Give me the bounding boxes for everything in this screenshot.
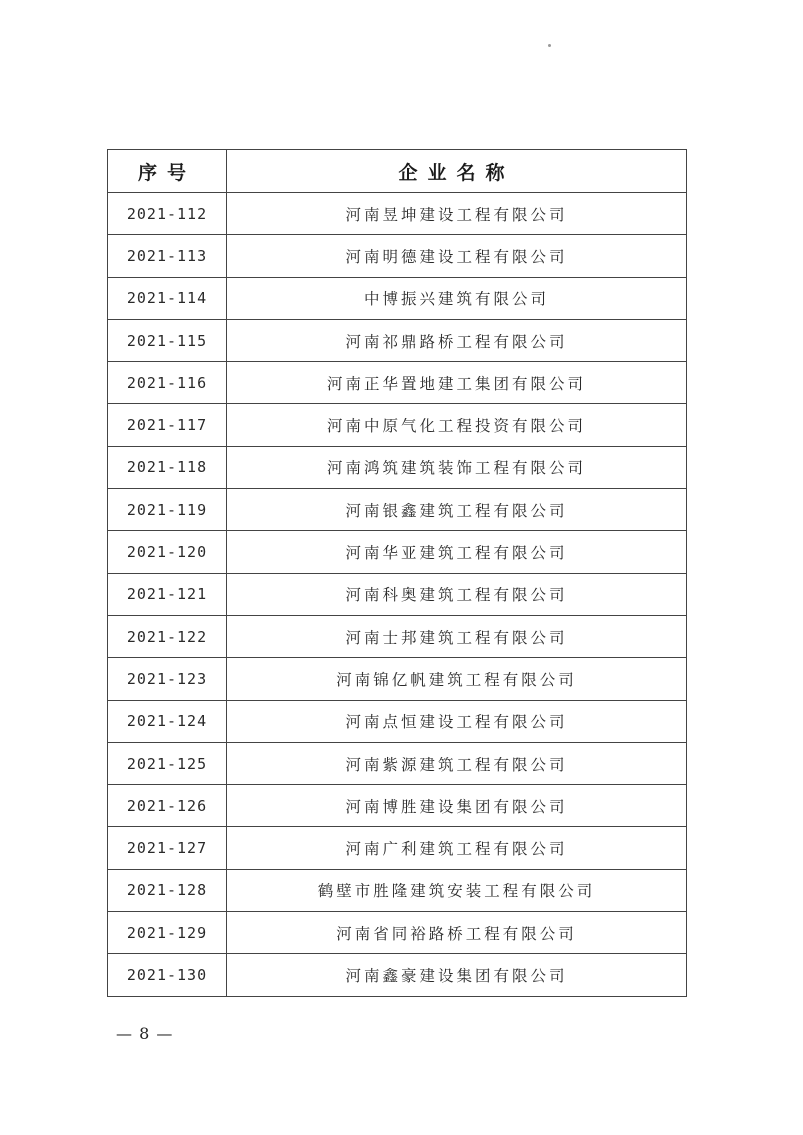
- table-row: [108, 785, 687, 827]
- serial-number-cell: 2021-117: [108, 404, 227, 446]
- company-name-cell: 河南祁鼎路桥工程有限公司: [227, 319, 687, 361]
- table-row: [108, 235, 687, 277]
- company-name-cell: 河南中原气化工程投资有限公司: [227, 404, 687, 446]
- serial-number-cell: 2021-127: [108, 827, 227, 869]
- header-serial-number: 序号: [108, 150, 227, 193]
- table-row: [108, 362, 687, 404]
- company-name-cell: 河南紫源建筑工程有限公司: [227, 742, 687, 784]
- serial-number-cell: 2021-123: [108, 658, 227, 700]
- serial-number-cell: 2021-126: [108, 785, 227, 827]
- table-row: [108, 658, 687, 700]
- company-name-cell: 河南锦亿帆建筑工程有限公司: [227, 658, 687, 700]
- table-header-row: [108, 150, 687, 193]
- serial-number-cell: 2021-122: [108, 615, 227, 657]
- serial-number-cell: 2021-128: [108, 869, 227, 911]
- header-company-name: 企业名称: [227, 150, 687, 193]
- scan-speck: [548, 44, 551, 47]
- serial-number-cell: 2021-113: [108, 235, 227, 277]
- table-row: [108, 615, 687, 657]
- table-row: [108, 954, 687, 996]
- company-name-cell: 河南银鑫建筑工程有限公司: [227, 489, 687, 531]
- company-name-cell: 河南博胜建设集团有限公司: [227, 785, 687, 827]
- table-body: [108, 193, 687, 997]
- serial-number-cell: 2021-130: [108, 954, 227, 996]
- serial-number-cell: 2021-119: [108, 489, 227, 531]
- serial-number-cell: 2021-125: [108, 742, 227, 784]
- serial-number-cell: 2021-124: [108, 700, 227, 742]
- serial-number-cell: 2021-118: [108, 446, 227, 488]
- company-name-cell: 河南广利建筑工程有限公司: [227, 827, 687, 869]
- company-name-cell: 河南昱坤建设工程有限公司: [227, 193, 687, 235]
- company-name-cell: 河南科奥建筑工程有限公司: [227, 573, 687, 615]
- company-name-cell: 鹤壁市胜隆建筑安装工程有限公司: [227, 869, 687, 911]
- table-row: [108, 912, 687, 954]
- company-name-cell: 河南点恒建设工程有限公司: [227, 700, 687, 742]
- table-row: [108, 404, 687, 446]
- serial-number-cell: 2021-120: [108, 531, 227, 573]
- table-row: [108, 700, 687, 742]
- serial-number-cell: 2021-115: [108, 319, 227, 361]
- serial-number-cell: 2021-129: [108, 912, 227, 954]
- company-name-cell: 河南士邦建筑工程有限公司: [227, 615, 687, 657]
- table-row: [108, 869, 687, 911]
- serial-number-cell: 2021-121: [108, 573, 227, 615]
- table-row: [108, 446, 687, 488]
- company-name-cell: 河南省同裕路桥工程有限公司: [227, 912, 687, 954]
- table-row: [108, 277, 687, 319]
- company-name-cell: 河南鸿筑建筑装饰工程有限公司: [227, 446, 687, 488]
- serial-number-cell: 2021-116: [108, 362, 227, 404]
- company-name-cell: 河南正华置地建工集团有限公司: [227, 362, 687, 404]
- page-number: — 8 —: [116, 1024, 174, 1043]
- table-row: [108, 193, 687, 235]
- serial-number-cell: 2021-112: [108, 193, 227, 235]
- company-table: [107, 149, 687, 997]
- table-row: [108, 531, 687, 573]
- table-row: [108, 319, 687, 361]
- table-row: [108, 573, 687, 615]
- company-name-cell: 河南鑫豪建设集团有限公司: [227, 954, 687, 996]
- company-name-cell: 中博振兴建筑有限公司: [227, 277, 687, 319]
- table-row: [108, 827, 687, 869]
- company-name-cell: 河南明德建设工程有限公司: [227, 235, 687, 277]
- company-name-cell: 河南华亚建筑工程有限公司: [227, 531, 687, 573]
- table-row: [108, 742, 687, 784]
- serial-number-cell: 2021-114: [108, 277, 227, 319]
- table-row: [108, 489, 687, 531]
